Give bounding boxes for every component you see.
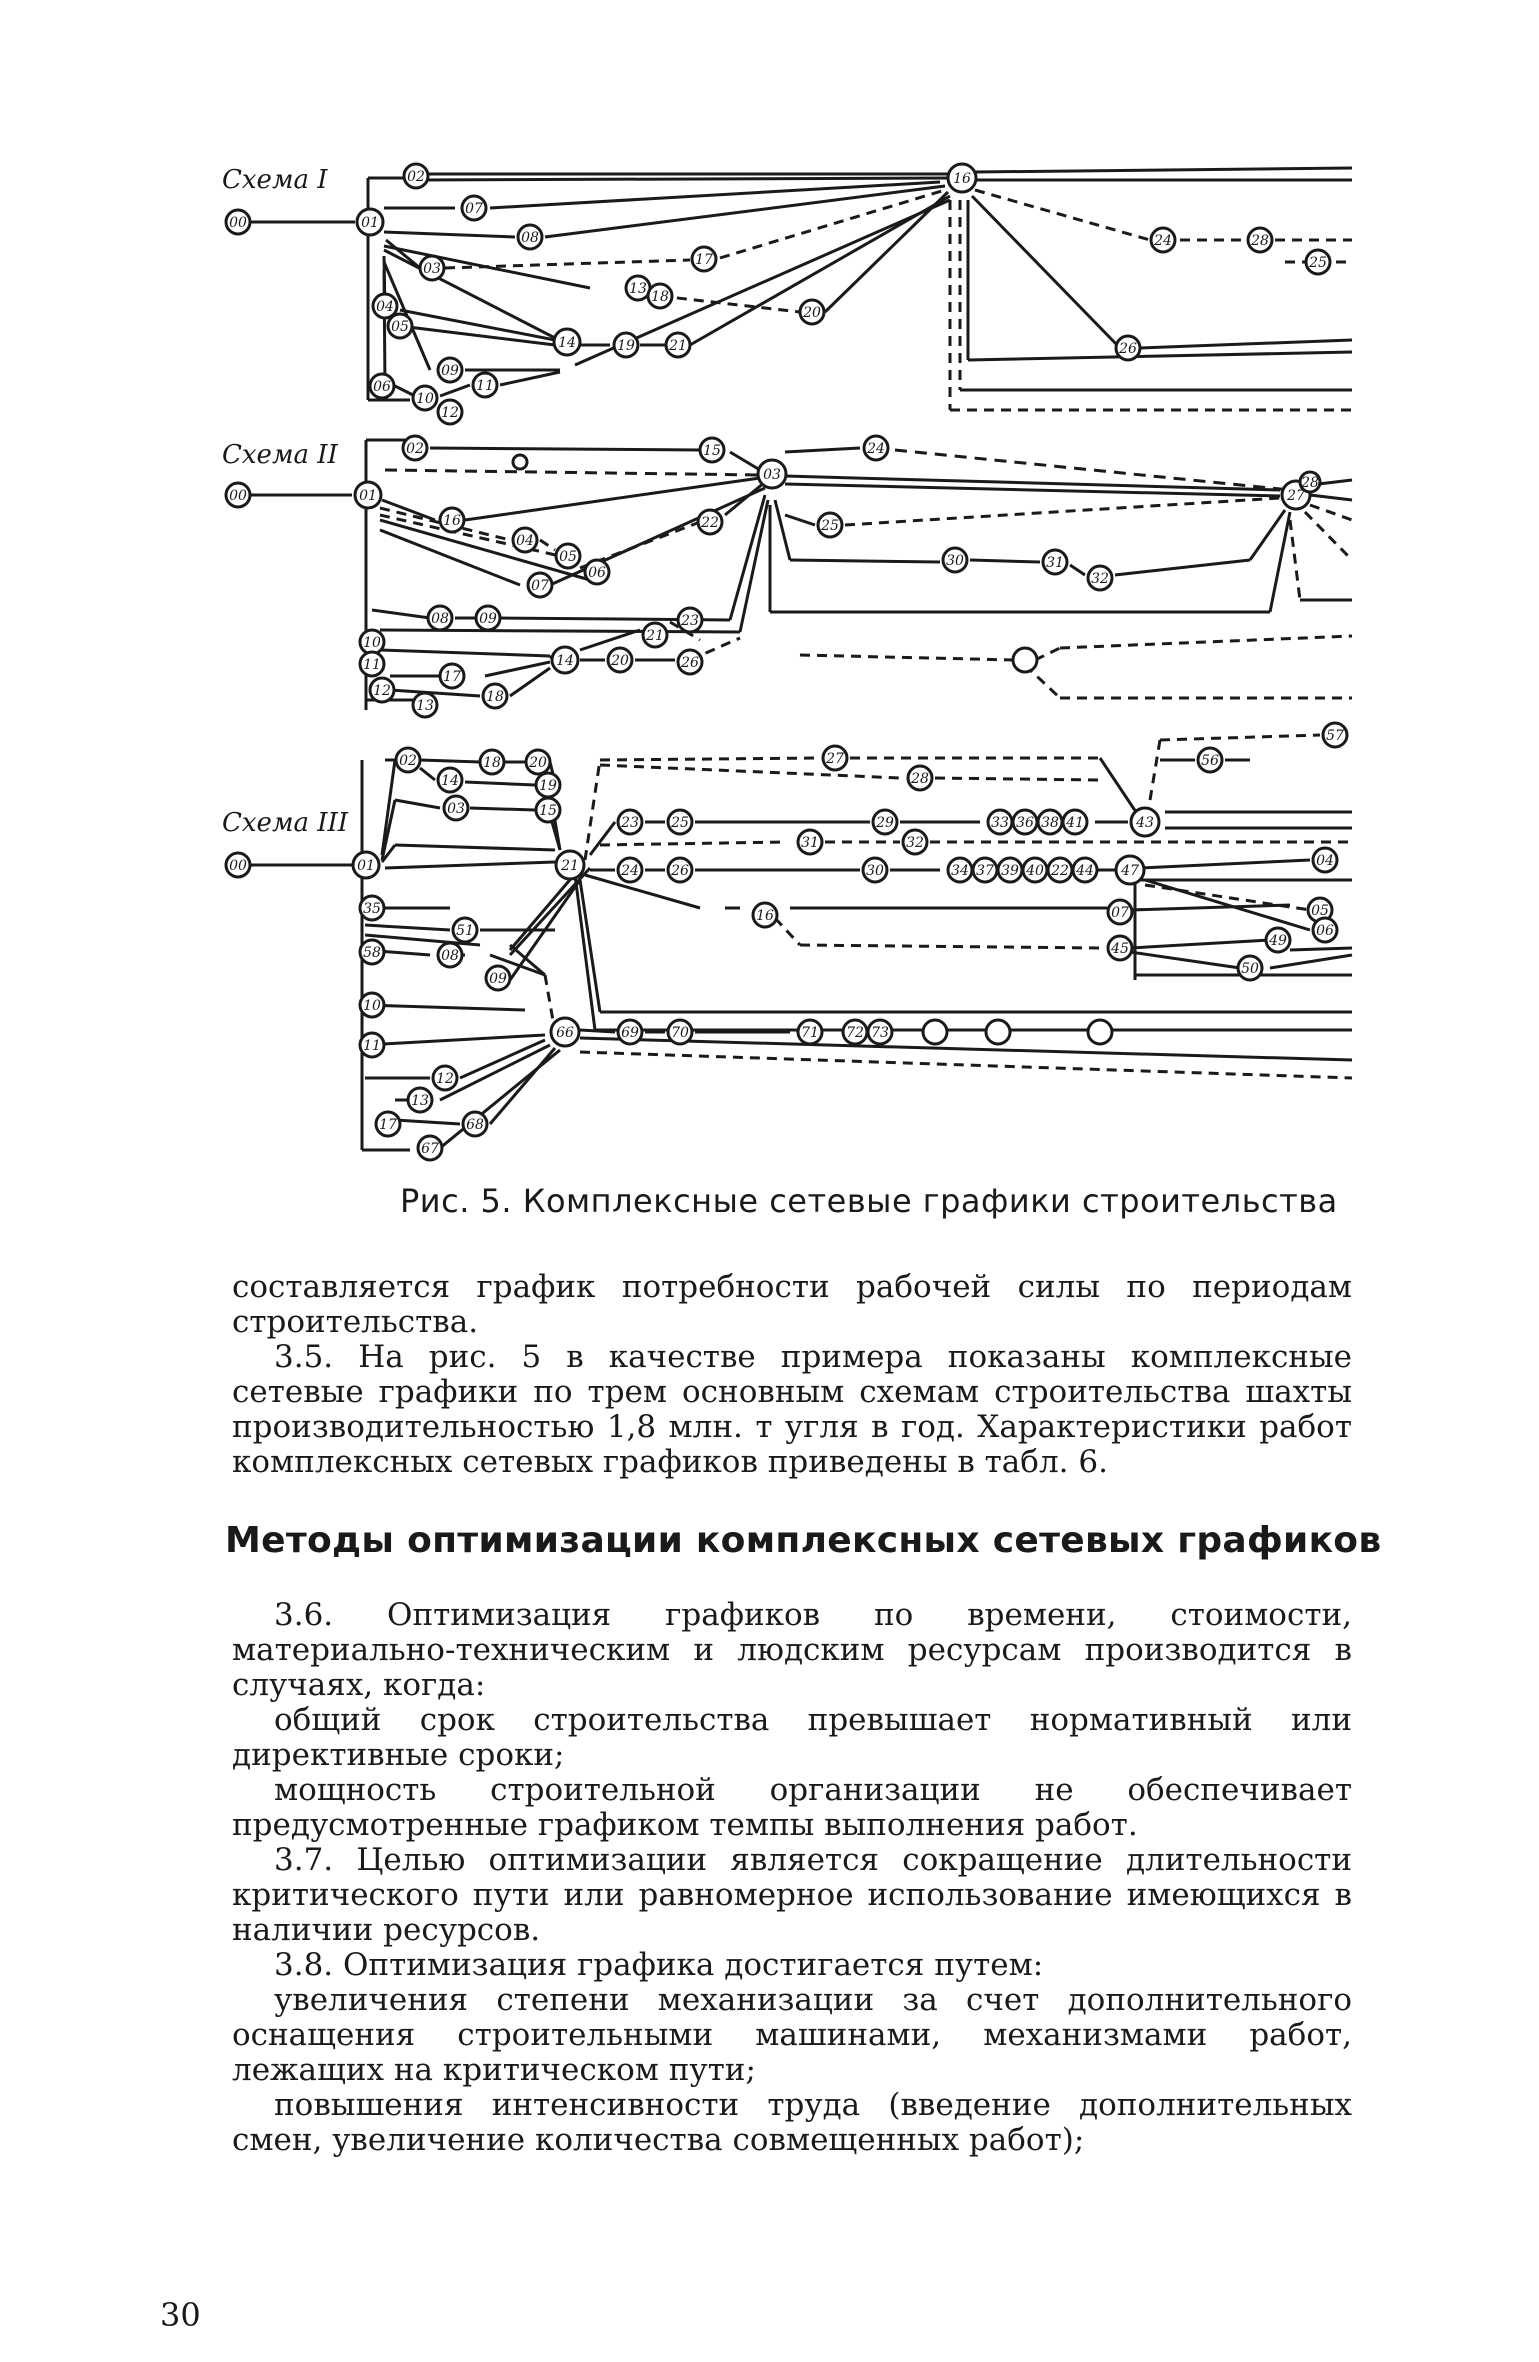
- node-label: 31: [801, 835, 819, 851]
- node-label: 27: [1287, 488, 1305, 504]
- node-label: 17: [695, 252, 713, 268]
- node-label: 02: [407, 169, 425, 185]
- node-circle: [1088, 1020, 1112, 1044]
- node-label: 50: [1241, 961, 1259, 977]
- node-label: 15: [539, 803, 557, 819]
- node-circle: [923, 1020, 947, 1044]
- node-label: 13: [629, 281, 647, 297]
- node-label: 56: [1201, 753, 1219, 769]
- node-circle: [986, 1020, 1010, 1044]
- paragraph-3-5: 3.5. На рис. 5 в качестве примера показаны комплексные сетевые графики по трем основным схемам строительства шахты производительностью 1,8 млн. т угля в год. Характеристики работ комплексных сетевых графиков приведены в табл. 6.: [232, 1339, 1352, 1480]
- node-label: 26: [1119, 341, 1137, 357]
- node-label: 21: [646, 628, 664, 644]
- node-label: 37: [976, 863, 994, 879]
- node-label: 25: [821, 518, 839, 534]
- node-label: 26: [671, 863, 689, 879]
- node-label: 21: [561, 858, 579, 874]
- figure-caption: Рис. 5. Комплексные сетевые графики строительства: [400, 1182, 1338, 1220]
- node-label: 19: [617, 338, 635, 354]
- node-label: 11: [476, 378, 494, 394]
- node-label: 16: [756, 908, 774, 924]
- node-label: 58: [363, 945, 381, 961]
- node-label: 28: [1251, 233, 1269, 249]
- node-label: 23: [621, 815, 639, 831]
- node-label: 08: [441, 948, 459, 964]
- node-label: 41: [1066, 815, 1084, 831]
- node-label: 30: [866, 863, 884, 879]
- node-label: 09: [479, 611, 497, 627]
- node-label: 07: [1111, 905, 1129, 921]
- node-label: 14: [558, 335, 576, 351]
- paragraph-3-7: 3.7. Целью оптимизации является сокращение длительности критического пути или равномерное использование имеющихся в наличии ресурсов.: [232, 1842, 1352, 1948]
- node-label: 38: [1041, 815, 1059, 831]
- node-label: 10: [363, 998, 381, 1014]
- page-number: 30: [160, 2296, 201, 2334]
- node-label: 23: [681, 613, 699, 629]
- node-label: 57: [1326, 728, 1344, 744]
- node-label: 00: [229, 858, 247, 874]
- node-label: 66: [556, 1025, 574, 1041]
- section-text: [232, 1598, 1352, 2158]
- node-label: 04: [1316, 853, 1334, 869]
- section-heading: Методы оптимизации комплексных сетевых графиков: [225, 1520, 1382, 1561]
- node-label: 29: [876, 815, 894, 831]
- node-label: 40: [1026, 863, 1044, 879]
- node-label: 45: [1111, 941, 1129, 957]
- scheme-3-graph: [236, 735, 1352, 1150]
- paragraph-3-6-item-1: общий срок строительства превышает нормативный или директивные сроки;: [232, 1702, 1352, 1773]
- node-label: 71: [801, 1025, 819, 1041]
- node-label: 06: [588, 565, 606, 581]
- node-label: 11: [363, 657, 381, 673]
- node-label: 12: [441, 405, 459, 421]
- node-label: 04: [516, 533, 534, 549]
- node-label: 08: [431, 611, 449, 627]
- node-label: 01: [361, 215, 379, 231]
- node-label: 16: [443, 513, 461, 529]
- node-label: 17: [379, 1117, 397, 1133]
- node-label: 25: [671, 815, 689, 831]
- node-label: 16: [953, 171, 971, 187]
- node-label: 12: [373, 683, 391, 699]
- node-label: 09: [441, 363, 459, 379]
- node-label: 32: [906, 835, 924, 851]
- node-label: 68: [466, 1117, 484, 1133]
- node-label: 02: [399, 753, 417, 769]
- node-label: 03: [763, 467, 781, 483]
- paragraph-3-6-item-2: мощность строительной организации не обеспечивает предусмотренные графиком темпы выполнения работ.: [232, 1772, 1352, 1843]
- node-label: 14: [441, 773, 459, 789]
- node-label: 35: [363, 901, 381, 917]
- node-label: 10: [363, 635, 381, 651]
- node-circle: [1013, 648, 1037, 672]
- paragraph-continuation: составляется график потребности рабочей силы по периодам строительства.: [232, 1269, 1352, 1340]
- node-label: 09: [489, 971, 507, 987]
- scheme-3-label: Схема III: [222, 808, 349, 838]
- node-label: 72: [846, 1025, 864, 1041]
- node-label: 06: [1316, 923, 1334, 939]
- node-label: 44: [1076, 863, 1094, 879]
- node-label: 12: [436, 1071, 454, 1087]
- node-label: 10: [416, 391, 434, 407]
- node-label: 21: [669, 338, 687, 354]
- node-label: 15: [703, 443, 721, 459]
- paragraph-3-8: 3.8. Оптимизация графика достигается путем:: [274, 1947, 1044, 1983]
- node-label: 13: [411, 1093, 429, 1109]
- scheme-2-label: Схема II: [222, 440, 338, 470]
- node-label: 51: [456, 923, 474, 939]
- node-label: 49: [1269, 933, 1287, 949]
- node-label: 43: [1136, 815, 1154, 831]
- node-label: 73: [871, 1025, 889, 1041]
- node-label: 24: [1154, 233, 1172, 249]
- scheme-2-graph: [236, 440, 1352, 710]
- node-label: 34: [951, 863, 969, 879]
- node-label: 22: [1051, 863, 1069, 879]
- paragraph-3-8-item-2: повышения интенсивности труда (введение дополнительных смен, увеличение количества совмещенных работ);: [232, 2087, 1352, 2158]
- node-label: 32: [1091, 571, 1109, 587]
- node-label: 05: [391, 319, 409, 335]
- scheme-3-nodes: [226, 723, 1347, 1160]
- node-label: 20: [529, 755, 547, 771]
- node-label: 26: [681, 655, 699, 671]
- intro-text: [232, 1270, 1352, 1480]
- node-label: 05: [559, 549, 577, 565]
- node-label: 00: [229, 215, 247, 231]
- node-label: 00: [229, 488, 247, 504]
- node-label: 47: [1121, 863, 1139, 879]
- node-label: 14: [556, 653, 574, 669]
- node-label: 07: [465, 201, 483, 217]
- node-label: 22: [701, 515, 719, 531]
- node-label: 02: [406, 441, 424, 457]
- node-label: 18: [483, 755, 501, 771]
- node-label: 28: [911, 771, 929, 787]
- node-label: 01: [357, 858, 375, 874]
- paragraph-3-8-item-1: увеличения степени механизации за счет дополнительного оснащения строительными машинами, механизмами работ, лежащих на критическом пути;: [232, 1982, 1352, 2088]
- node-label: 05: [1311, 903, 1329, 919]
- scheme-1-graph: [236, 168, 1352, 410]
- node-label: 03: [423, 261, 441, 277]
- node-label: 69: [621, 1025, 639, 1041]
- node-label: 24: [621, 863, 639, 879]
- node-label: 20: [611, 653, 629, 669]
- node-label: 70: [671, 1025, 689, 1041]
- node-label: 67: [421, 1141, 439, 1157]
- node-label: 07: [531, 578, 549, 594]
- node-label: 17: [443, 669, 461, 685]
- node-label: 33: [991, 815, 1009, 831]
- node-label: 01: [359, 488, 377, 504]
- node-label: 19: [539, 778, 557, 794]
- node-label: 18: [486, 689, 504, 705]
- node-label: 13: [416, 698, 434, 714]
- node-label: 06: [373, 379, 391, 395]
- node-label: 04: [376, 299, 394, 315]
- node-label: 24: [867, 441, 885, 457]
- node-label: 25: [1309, 255, 1327, 271]
- node-label: 39: [1001, 863, 1019, 879]
- node-label: 31: [1046, 555, 1064, 571]
- node-label: 18: [651, 289, 669, 305]
- node-label: 28: [1301, 475, 1319, 491]
- node-label: 08: [521, 230, 539, 246]
- node-label: 27: [826, 751, 844, 767]
- node-label: 30: [946, 553, 964, 569]
- node-label: 36: [1016, 815, 1034, 831]
- node-label: 11: [363, 1038, 381, 1054]
- node-label: 20: [803, 305, 821, 321]
- scheme-1-label: Схема I: [222, 165, 328, 195]
- node-label: 03: [447, 801, 465, 817]
- paragraph-3-6: 3.6. Оптимизация графиков по времени, стоимости, материально-техническим и людским ресурсам производится в случаях, когда:: [232, 1597, 1352, 1703]
